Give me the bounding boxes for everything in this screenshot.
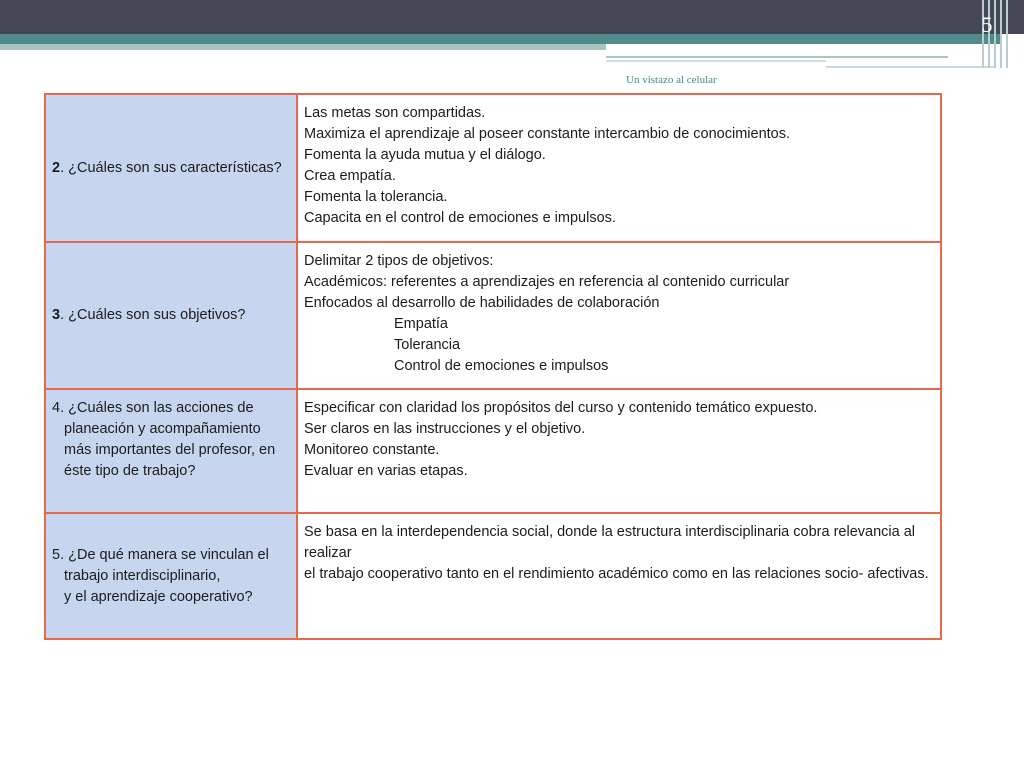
answer-line: Se basa en la interdependencia social, donde la estructura interdisciplinaria cobra relevancia al realizar [304,524,915,561]
header-teal-band [0,34,1000,44]
answer-line: Monitoreo constante. [304,442,440,458]
answer-line: Evaluar en varias etapas. [304,463,468,479]
table-row [45,389,941,513]
question-text: ¿Cuáles son sus objetivos? [68,307,246,323]
answer-line: Especificar con claridad los propósitos del curso y contenido temático expuesto. [304,400,818,416]
question-text: ¿De qué manera se vinculan el [68,546,269,563]
question-text: ¿Cuáles son sus características? [68,159,282,176]
question-number: 4 [52,400,61,416]
answer-line: Fomenta la tolerancia. [304,189,448,205]
answer-line: Crea empatía. [304,168,396,184]
answer-line: Delimitar 2 tipos de objetivos: [304,253,494,269]
question-cell: 4. ¿Cuáles son las acciones de planeación y acompañamiento más importantes del profesor, en éste tipo de trabajo? [45,389,297,513]
question-cell: 2. ¿Cuáles son sus características? [45,94,297,242]
question-number: 2 [52,159,61,176]
answer-cell [297,513,941,639]
answer-line: Las metas son compartidas. [304,105,486,121]
answer-line: Maximiza el aprendizaje al poseer constante intercambio de conocimientos. [304,126,791,142]
table-row [45,242,941,389]
answer-line: Ser claros en las instrucciones y el objetivo. [304,421,586,437]
question-text: más importantes del profesor, en [64,442,276,458]
answer-line: Fomenta la ayuda mutua y el diálogo. [304,147,546,163]
question-text: planeación y acompañamiento [64,421,261,437]
answer-cell [297,94,941,242]
answer-line: Capacita en el control de emociones e impulsos. [304,210,616,226]
slide-header-bar [0,0,1024,34]
answer-cell [297,242,941,389]
table-row [45,94,941,242]
question-text: y el aprendizaje cooperativo? [64,588,253,605]
answer-line: el trabajo cooperativo tanto en el rendimiento académico como en las relaciones socio- afectivas. [304,566,929,582]
slide-subtitle: Un vistazo al celular [626,74,717,86]
question-text: trabajo interdisciplinario, [64,567,221,584]
answer-line: Control de emociones e impulsos [394,358,609,374]
answer-line: Tolerancia [394,337,461,353]
question-number: 5 [52,546,61,563]
table-row [45,513,941,639]
header-rule-2 [606,60,826,62]
answer-line: Académicos: referentes a aprendizajes en referencia al contenido curricular [304,274,790,290]
qa-table [44,93,942,640]
answer-line: Enfocados al desarrollo de habilidades de colaboración [304,295,660,311]
header-rule-3 [826,66,996,68]
question-cell: 5. ¿De qué manera se vinculan el trabajo interdisciplinario, y el aprendizaje cooperativo? [45,513,297,639]
question-text: éste tipo de trabajo? [64,463,196,479]
question-number: 3 [52,307,61,323]
slide-number: 5 [981,12,993,37]
header-rule-1 [606,56,948,58]
answer-line: Empatía [394,316,448,332]
question-text: ¿Cuáles son las acciones de [68,400,254,416]
answer-cell [297,389,941,513]
question-cell: 3. ¿Cuáles son sus objetivos? [45,242,297,389]
